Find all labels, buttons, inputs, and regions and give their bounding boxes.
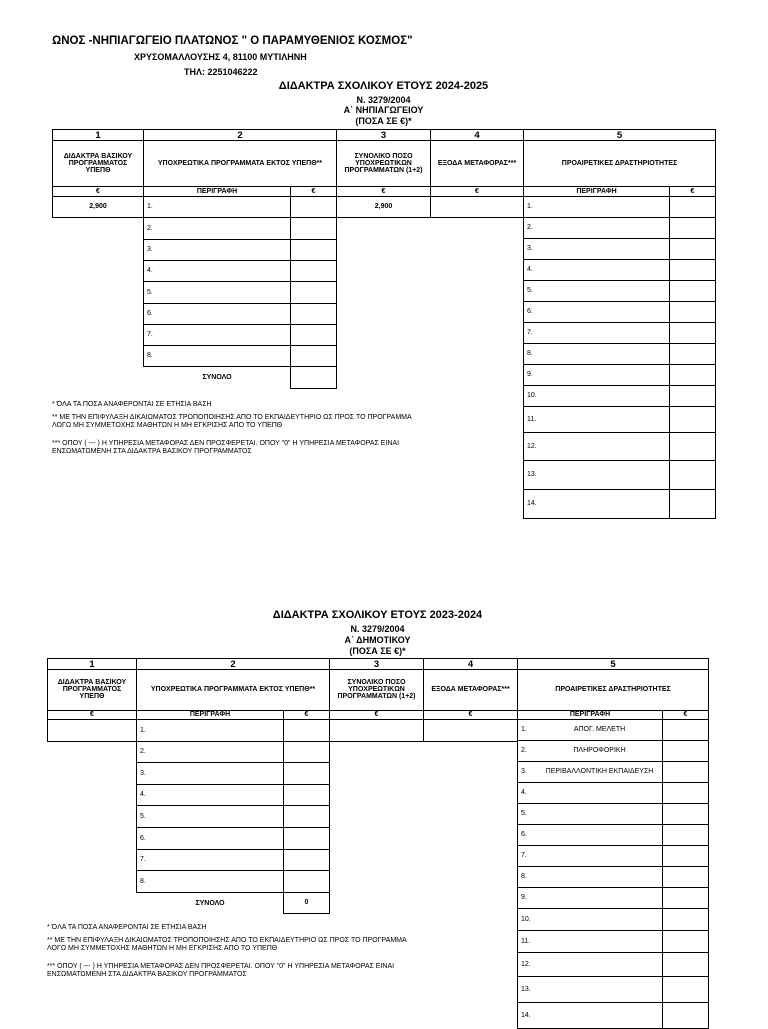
optional-activity-number: 7. — [521, 852, 527, 859]
column-title: ΕΞΟΔΑ ΜΕΤΑΦΟΡΑΣ*** — [423, 669, 518, 711]
optional-activity-number: 6. — [527, 308, 533, 315]
optional-activity-number: 9. — [521, 894, 527, 901]
mandatory-program-amount[interactable] — [290, 260, 337, 282]
mandatory-program-amount[interactable] — [290, 324, 337, 346]
optional-activity-amount[interactable] — [669, 280, 716, 302]
optional-activity-amount[interactable] — [662, 930, 709, 953]
optional-activity-number: 12. — [521, 960, 531, 968]
law-number: Ν. 3279/2004 — [350, 624, 405, 634]
mandatory-program-row[interactable]: 7. — [136, 849, 284, 871]
optional-activity-row[interactable] — [517, 887, 663, 909]
column-title: ΣΥΝΟΛΙΚΟ ΠΟΣΟ ΥΠΟΧΡΕΩΤΙΚΩΝ ΠΡΟΓΡΑΜΜΑΤΩΝ (1+2) — [329, 669, 424, 711]
optional-activity-row[interactable] — [517, 740, 663, 762]
sub-header: ΠΕΡΙΓΡΑΦΗ — [143, 186, 291, 197]
column-title: ΔΙΔΑΚΤΡΑ ΒΑΣΙΚΟΥ ΠΡΟΓΡΑΜΜΑΤΟΣ ΥΠΕΠΘ — [47, 669, 137, 711]
optional-activity-amount[interactable] — [669, 196, 716, 218]
basic-fee-value — [47, 719, 137, 742]
mandatory-program-row[interactable]: 4. — [143, 260, 291, 282]
optional-activity-number: 8. — [521, 873, 527, 880]
school-phone: ΤΗΛ: 2251046222 — [184, 67, 258, 77]
optional-activity-number: 12. — [527, 442, 537, 450]
mandatory-program-amount[interactable] — [290, 217, 337, 240]
optional-activity-number: 4. — [527, 266, 533, 273]
column-number: 5 — [523, 129, 716, 141]
optional-activity-number: 3. — [527, 245, 533, 252]
column-number: 4 — [430, 129, 524, 141]
optional-activity-number: 14. — [527, 500, 537, 507]
optional-activity-row[interactable] — [517, 782, 663, 804]
sub-header: € — [329, 710, 424, 720]
total-label: ΣΥΝΟΛΟ — [195, 899, 225, 907]
currency-note: (ΠΟΣΑ ΣΕ €)* — [349, 646, 406, 656]
optional-activity-row[interactable] — [517, 930, 663, 953]
optional-activity-amount[interactable] — [662, 845, 709, 867]
sub-header: € — [336, 186, 431, 197]
optional-activity-row[interactable] — [517, 952, 663, 977]
optional-activity-number: 5. — [527, 287, 533, 294]
mandatory-program-row[interactable]: 6. — [136, 827, 284, 850]
optional-activity-amount[interactable] — [669, 432, 716, 461]
column-number: 2 — [143, 129, 337, 141]
optional-activity-row[interactable] — [523, 343, 670, 365]
footnote: ** ΜΕ ΤΗΝ ΕΠΙΦΥΛΑΞΗ ΔΙΚΑΙΩΜΑΤΟΣ ΤΡΟΠΟΠΟΙΗΣΗΣ ΑΠΟ ΤΟ ΕΚΠΑΙΔΕΥΤΗΡΙΟ ΩΣ ΠΡΟΣ ΤΟ ΠΡΟΓΡΑΜΜΑ ΛΟΓΩ ΜΗ ΣΥΜΜΕΤΟΧΗΣ ΜΑΘΗΤΩΝ Η ΜΗ ΕΓΚΡΙΣΗΣ ΑΠΟ ΤΟ ΥΠΕΠΘ — [52, 414, 412, 429]
optional-activity-row[interactable] — [517, 1002, 663, 1029]
optional-activity-row[interactable] — [523, 322, 670, 344]
optional-activity-number: 10. — [521, 915, 531, 923]
mandatory-program-amount[interactable] — [283, 827, 330, 850]
basic-fee-value: 2,900 — [52, 196, 144, 218]
optional-activity-row[interactable] — [523, 406, 670, 433]
optional-activity-row[interactable] — [517, 824, 663, 846]
total-label: ΣΥΝΟΛΟ — [202, 374, 232, 381]
optional-activity-number: 4. — [521, 789, 527, 796]
optional-activity-description: ΠΕΡΙΒΑΛΛΟΝΤΙΚΗ ΕΚΠΑΙΔΕΥΣΗ — [545, 768, 654, 775]
column-number: 1 — [52, 129, 144, 141]
total-mandatory-value: 2,900 — [336, 196, 431, 218]
optional-activity-row[interactable] — [523, 432, 670, 461]
mandatory-program-amount[interactable] — [283, 784, 330, 806]
optional-activity-row[interactable] — [523, 280, 670, 302]
transport-value — [430, 196, 524, 218]
optional-activity-amount[interactable] — [662, 1002, 709, 1029]
optional-activity-amount[interactable] — [662, 782, 709, 804]
optional-activity-amount[interactable] — [669, 460, 716, 490]
optional-activity-number: 3. — [521, 768, 527, 775]
optional-activity-description: ΠΛΗΡΟΦΟΡΙΚΗ — [573, 747, 626, 754]
mandatory-program-row[interactable]: 6. — [143, 303, 291, 325]
optional-activity-amount[interactable] — [669, 364, 716, 386]
footnote: ** ΜΕ ΤΗΝ ΕΠΙΦΥΛΑΞΗ ΔΙΚΑΙΩΜΑΤΟΣ ΤΡΟΠΟΠΟΙΗΣΗΣ ΑΠΟ ΤΟ ΕΚΠΑΙΔΕΥΤΗΡΙΟ ΩΣ ΠΡΟΣ ΤΟ ΠΡΟΓΡΑΜΜΑ ΛΟΓΩ ΜΗ ΣΥΜΜΕΤΟΧΗΣ ΜΑΘΗΤΩΝ Η ΜΗ ΕΓΚΡΙΣΗΣ ΑΠΟ ΤΟ ΥΠΕΠΘ — [47, 937, 407, 952]
mandatory-program-amount[interactable] — [283, 719, 330, 742]
column-number: 1 — [47, 658, 137, 670]
optional-activity-row[interactable] — [523, 364, 670, 386]
grade-label: Α΄ ΔΗΜΟΤΙΚΟΥ — [344, 635, 411, 645]
optional-activity-amount[interactable] — [669, 406, 716, 433]
optional-activity-row[interactable] — [517, 761, 663, 783]
optional-activity-amount[interactable] — [662, 803, 709, 825]
column-number: 5 — [517, 658, 709, 670]
optional-activity-row[interactable] — [517, 976, 663, 1003]
sub-header: ΠΕΡΙΓΡΑΦΗ — [136, 710, 284, 720]
mandatory-program-row[interactable]: 4. — [136, 784, 284, 806]
sub-header: ΠΕΡΙΓΡΑΦΗ — [517, 710, 663, 720]
optional-activity-row[interactable] — [523, 385, 670, 407]
currency-note: (ΠΟΣΑ ΣΕ €)* — [355, 116, 412, 126]
optional-activity-row[interactable] — [517, 845, 663, 867]
sub-header: € — [52, 186, 144, 197]
optional-activity-amount[interactable] — [662, 952, 709, 977]
section-title: ΔΙΔΑΚΤΡΑ ΣΧΟΛΙΚΟΥ ΕΤΟΥΣ 2024-2025 — [278, 80, 489, 92]
sub-header: € — [430, 186, 524, 197]
optional-activity-amount[interactable] — [669, 385, 716, 407]
mandatory-program-row[interactable]: 2. — [143, 217, 291, 240]
optional-activity-row[interactable] — [523, 489, 670, 519]
grade-label: Α΄ ΝΗΠΙΑΓΩΓΕΙΟΥ — [343, 105, 424, 115]
mandatory-program-amount[interactable] — [290, 281, 337, 304]
optional-activity-number: 10. — [527, 392, 537, 399]
mandatory-program-row[interactable]: 1. — [136, 719, 284, 742]
optional-activity-amount[interactable] — [669, 343, 716, 365]
optional-activity-row[interactable] — [523, 301, 670, 323]
mandatory-program-row[interactable]: 5. — [136, 805, 284, 828]
sub-header: € — [47, 710, 137, 720]
optional-activity-amount[interactable] — [669, 259, 716, 281]
total-value: 0 — [283, 892, 330, 914]
optional-activity-row[interactable] — [523, 238, 670, 260]
optional-activity-number: 11. — [527, 415, 537, 423]
mandatory-program-row[interactable]: 1. — [143, 196, 291, 218]
column-title: ΕΞΟΔΑ ΜΕΤΑΦΟΡΑΣ*** — [430, 140, 524, 187]
optional-activity-number: 1. — [521, 726, 527, 733]
optional-activity-amount[interactable] — [669, 217, 716, 239]
transport-value — [423, 719, 518, 742]
optional-activity-number: 13. — [527, 471, 537, 478]
optional-activity-number: 5. — [521, 810, 527, 817]
optional-activity-number: 6. — [521, 831, 527, 838]
optional-activity-amount[interactable] — [669, 489, 716, 519]
optional-activity-amount[interactable] — [662, 740, 709, 762]
column-title: ΠΡΟΑΙΡΕΤΙΚΕΣ ΔΡΑΣΤΗΡΙΟΤΗΤΕΣ — [523, 140, 716, 187]
sub-header: ΠΕΡΙΓΡΑΦΗ — [523, 186, 670, 197]
school-address: ΧΡΥΣΟΜΑΛΛΟΥΣΗΣ 4, 81100 ΜΥΤΙΛΗΝΗ — [134, 52, 307, 62]
footnote: * ΌΛΑ ΤΑ ΠΟΣΑ ΑΝΑΦΕΡΟΝΤΑΙ ΣΕ ΕΤΗΣΙΑ ΒΑΣΗ — [47, 924, 207, 931]
mandatory-program-amount[interactable] — [283, 870, 330, 893]
mandatory-program-row[interactable]: 2. — [136, 741, 284, 763]
school-name: ΩΝΟΣ -ΝΗΠΙΑΓΩΓΕΙΟ ΠΛΑΤΩΝΟΣ " Ο ΠΑΡΑΜΥΘΕΝΙΟΣ ΚΟΣΜΟΣ" — [52, 35, 413, 47]
total-mandatory-value — [329, 719, 424, 742]
column-number: 2 — [136, 658, 330, 670]
optional-activity-amount[interactable] — [662, 976, 709, 1003]
optional-activity-description: ΑΠΟΓ. ΜΕΛΕΤΗ — [573, 726, 626, 733]
mandatory-program-amount[interactable] — [290, 345, 337, 367]
total-value — [290, 366, 337, 389]
optional-activity-amount[interactable] — [662, 719, 709, 741]
optional-activity-row[interactable] — [523, 217, 670, 239]
footnote: *** ΟΠΟΥ ( --- ) Η ΥΠΗΡΕΣΙΑ ΜΕΤΑΦΟΡΑΣ ΔΕΝ ΠΡΟΣΦΕΡΕΤΑΙ. ΟΠΟΥ "0" Η ΥΠΗΡΕΣΙΑ ΜΕΤΑΦΟΡΑΣ ΕΙΝΑΙ ΕΝΣΩΜΑΤΩΜΕΝΗ ΣΤΑ ΔΙΔΑΚΤΡΑ ΒΑΣΙΚΟΥ ΠΡΟΓΡΑΜΜΑΤΟΣ — [47, 963, 395, 978]
mandatory-program-row[interactable]: 8. — [143, 345, 291, 367]
optional-activity-row[interactable] — [517, 719, 663, 741]
optional-activity-number: 14. — [521, 1011, 531, 1019]
column-number: 4 — [423, 658, 518, 670]
mandatory-program-amount[interactable] — [290, 196, 337, 218]
mandatory-program-row[interactable]: 7. — [143, 324, 291, 346]
mandatory-program-amount[interactable] — [283, 762, 330, 785]
optional-activity-amount[interactable] — [669, 322, 716, 344]
sub-header: € — [669, 186, 716, 197]
mandatory-program-amount[interactable] — [283, 741, 330, 763]
optional-activity-amount[interactable] — [662, 761, 709, 783]
mandatory-program-row[interactable]: 5. — [143, 281, 291, 304]
footnote: * ΌΛΑ ΤΑ ΠΟΣΑ ΑΝΑΦΕΡΟΝΤΑΙ ΣΕ ΕΤΗΣΙΑ ΒΑΣΗ — [52, 401, 212, 408]
mandatory-program-amount[interactable] — [290, 303, 337, 325]
sub-header: € — [423, 710, 518, 720]
optional-activity-row[interactable] — [517, 866, 663, 888]
column-title: ΥΠΟΧΡΕΩΤΙΚΑ ΠΡΟΓΡΑΜΜΑΤΑ ΕΚΤΟΣ ΥΠΕΠΘ** — [136, 669, 330, 711]
section-title: ΔΙΔΑΚΤΡΑ ΣΧΟΛΙΚΟΥ ΕΤΟΥΣ 2023-2024 — [272, 609, 483, 621]
sub-header: € — [283, 710, 330, 720]
sub-header: € — [290, 186, 337, 197]
column-title: ΔΙΔΑΚΤΡΑ ΒΑΣΙΚΟΥ ΠΡΟΓΡΑΜΜΑΤΟΣ ΥΠΕΠΘ — [52, 140, 144, 187]
optional-activity-number: 11. — [521, 937, 531, 945]
mandatory-program-row[interactable]: 8. — [136, 870, 284, 893]
optional-activity-number: 8. — [527, 350, 533, 357]
optional-activity-number: 2. — [527, 224, 533, 231]
mandatory-program-row[interactable]: 3. — [143, 239, 291, 261]
optional-activity-number: 1. — [527, 203, 533, 210]
column-title: ΠΡΟΑΙΡΕΤΙΚΕΣ ΔΡΑΣΤΗΡΙΟΤΗΤΕΣ — [517, 669, 709, 711]
sub-header: € — [662, 710, 709, 720]
footnote: *** ΟΠΟΥ ( --- ) Η ΥΠΗΡΕΣΙΑ ΜΕΤΑΦΟΡΑΣ ΔΕΝ ΠΡΟΣΦΕΡΕΤΑΙ. ΟΠΟΥ "0" Η ΥΠΗΡΕΣΙΑ ΜΕΤΑΦΟΡΑΣ ΕΙΝΑΙ ΕΝΣΩΜΑΤΩΜΕΝΗ ΣΤΑ ΔΙΔΑΚΤΡΑ ΒΑΣΙΚΟΥ ΠΡΟΓΡΑΜΜΑΤΟΣ — [52, 440, 400, 455]
optional-activity-amount[interactable] — [662, 908, 709, 931]
optional-activity-number: 7. — [527, 329, 533, 336]
law-number: Ν. 3279/2004 — [356, 95, 411, 105]
optional-activity-row[interactable] — [517, 908, 663, 931]
optional-activity-row[interactable] — [523, 460, 670, 490]
optional-activity-amount[interactable] — [662, 866, 709, 888]
optional-activity-row[interactable] — [523, 196, 670, 218]
optional-activity-row[interactable] — [517, 803, 663, 825]
column-title: ΣΥΝΟΛΙΚΟ ΠΟΣΟ ΥΠΟΧΡΕΩΤΙΚΩΝ ΠΡΟΓΡΑΜΜΑΤΩΝ (1+2) — [336, 140, 431, 187]
column-number: 3 — [329, 658, 424, 670]
optional-activity-amount[interactable] — [662, 887, 709, 909]
mandatory-program-amount[interactable] — [290, 239, 337, 261]
optional-activity-amount[interactable] — [669, 238, 716, 260]
mandatory-program-row[interactable]: 3. — [136, 762, 284, 785]
optional-activity-number: 9. — [527, 371, 533, 378]
column-number: 3 — [336, 129, 431, 141]
column-title: ΥΠΟΧΡΕΩΤΙΚΑ ΠΡΟΓΡΑΜΜΑΤΑ ΕΚΤΟΣ ΥΠΕΠΘ** — [143, 140, 337, 187]
mandatory-program-amount[interactable] — [283, 805, 330, 828]
mandatory-program-amount[interactable] — [283, 849, 330, 871]
optional-activity-number: 13. — [521, 985, 531, 993]
optional-activity-row[interactable] — [523, 259, 670, 281]
optional-activity-amount[interactable] — [669, 301, 716, 323]
optional-activity-number: 2. — [521, 747, 527, 754]
optional-activity-amount[interactable] — [662, 824, 709, 846]
